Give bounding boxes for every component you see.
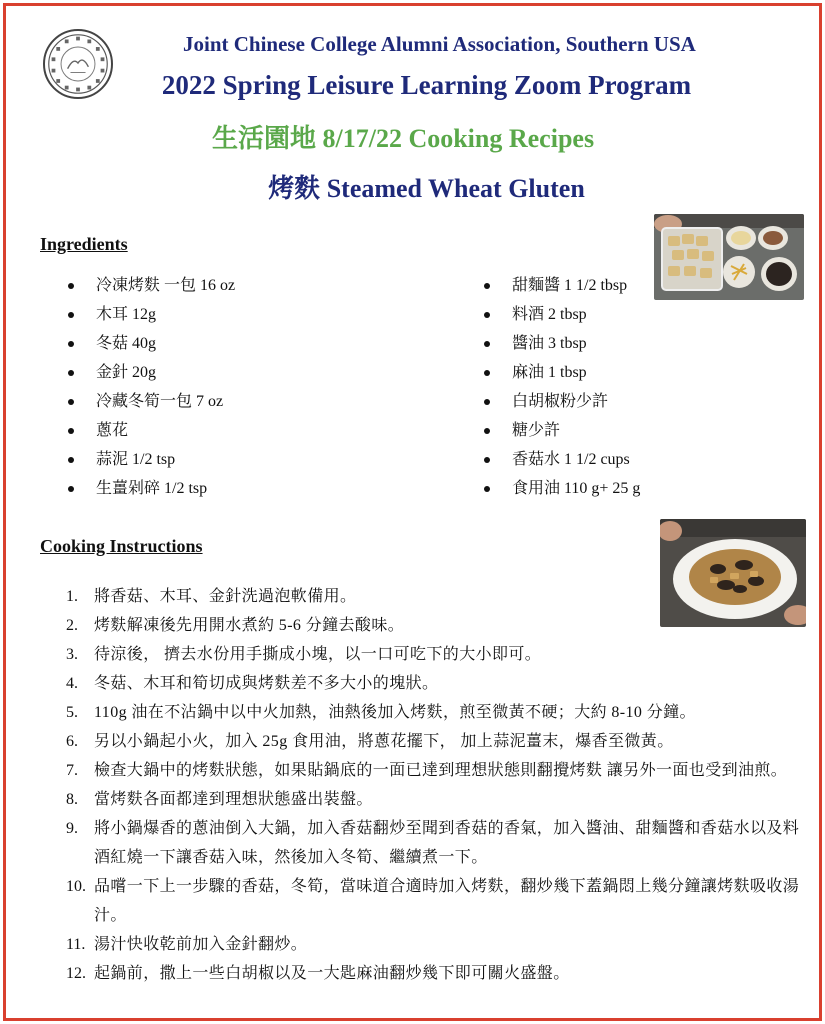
ingredients-prep-image bbox=[654, 214, 804, 300]
list-item: 8. 當烤麩各面都達到理想狀態盛出裝盤。 bbox=[66, 791, 373, 808]
list-item: 白胡椒粉少許 bbox=[484, 391, 640, 420]
org-name: Joint Chinese College Alumni Association, Southern USA bbox=[183, 32, 696, 56]
list-item: 冬菇 40g bbox=[68, 333, 235, 362]
list-item: 麻油 1 tbsp bbox=[484, 362, 640, 391]
ingredients-heading: Ingredients bbox=[40, 234, 128, 254]
list-item: 5. 110g 油在不沾鍋中以中火加熱，油熱後加入烤麩，煎至微黃不硬；大約 8-10 分鐘。 bbox=[66, 704, 696, 721]
program-title: 2022 Spring Leisure Learning Zoom Program bbox=[161, 70, 692, 100]
list-item: 4. 冬菇、木耳和筍切成與烤麩差不多大小的塊狀。 bbox=[66, 675, 439, 692]
list-item: 11. 湯汁快收乾前加入金針翻炒。 bbox=[66, 936, 308, 953]
list-item: 甜麵醬 1 1/2 tbsp bbox=[484, 275, 640, 304]
list-item: 醬油 3 tbsp bbox=[484, 333, 640, 362]
list-item: 冷凍烤麩 一包 16 oz bbox=[68, 275, 235, 304]
list-item: 生薑剁碎 1/2 tsp bbox=[68, 478, 235, 507]
list-item: 金針 20g bbox=[68, 362, 235, 391]
list-item: 6. 另以小鍋起小火，加入 25g 食用油，將蔥花擺下， 加上蒜泥薑末，爆香至微黃。 bbox=[66, 733, 674, 750]
cooking-subtitle: 生活園地 8/17/22 Cooking Recipes bbox=[212, 124, 595, 153]
list-item: 糖少許 bbox=[484, 420, 640, 449]
list-item: 香菇水 1 1/2 cups bbox=[484, 449, 640, 478]
instructions-list bbox=[66, 582, 806, 988]
list-item: 蒜泥 1/2 tsp bbox=[68, 449, 235, 478]
list-item: 10. 品嚐一下上一步驟的香菇，冬筍，當味道合適時加入烤麩，翻炒幾下蓋鍋悶上幾分鐘讓烤麩吸收湯汁。 bbox=[66, 878, 800, 924]
list-item: 食用油 110 g+ 25 g bbox=[484, 478, 640, 507]
ingredients-photo bbox=[654, 214, 804, 300]
ingredients-list-left bbox=[68, 275, 235, 507]
list-item: 9. 將小鍋爆香的蔥油倒入大鍋，加入香菇翻炒至聞到香菇的香氣，加入醬油、甜麵醬和香菇水以及料酒紅燒一下讓香菇入味，然後加入冬筍、繼續煮一下。 bbox=[66, 820, 800, 866]
list-item: 木耳 12g bbox=[68, 304, 235, 333]
recipe-title: 烤麩 Steamed Wheat Gluten bbox=[268, 174, 585, 203]
list-item: 12. 起鍋前，撒上一些白胡椒以及一大匙麻油翻炒幾下即可關火盛盤。 bbox=[66, 965, 570, 982]
list-item: 7. 檢查大鍋中的烤麩狀態，如果貼鍋底的一面已達到理想狀態則翻攪烤麩 讓另外一面也受到油煎。 bbox=[66, 762, 788, 779]
list-item: 2. 烤麩解凍後先用開水煮約 5-6 分鐘去酸味。 bbox=[66, 617, 405, 634]
list-item: 1. 將香菇、木耳、金針洗過泡軟備用。 bbox=[66, 588, 357, 605]
list-item: 蔥花 bbox=[68, 420, 235, 449]
list-item: 3. 待涼後， 擠去水份用手撕成小塊，以一口可吃下的大小即可。 bbox=[66, 646, 542, 663]
list-item: 料酒 2 tbsp bbox=[484, 304, 640, 333]
ingredients-list-right bbox=[484, 275, 640, 507]
instructions-heading: Cooking Instructions bbox=[40, 536, 203, 556]
list-item: 冷藏冬筍一包 7 oz bbox=[68, 391, 235, 420]
